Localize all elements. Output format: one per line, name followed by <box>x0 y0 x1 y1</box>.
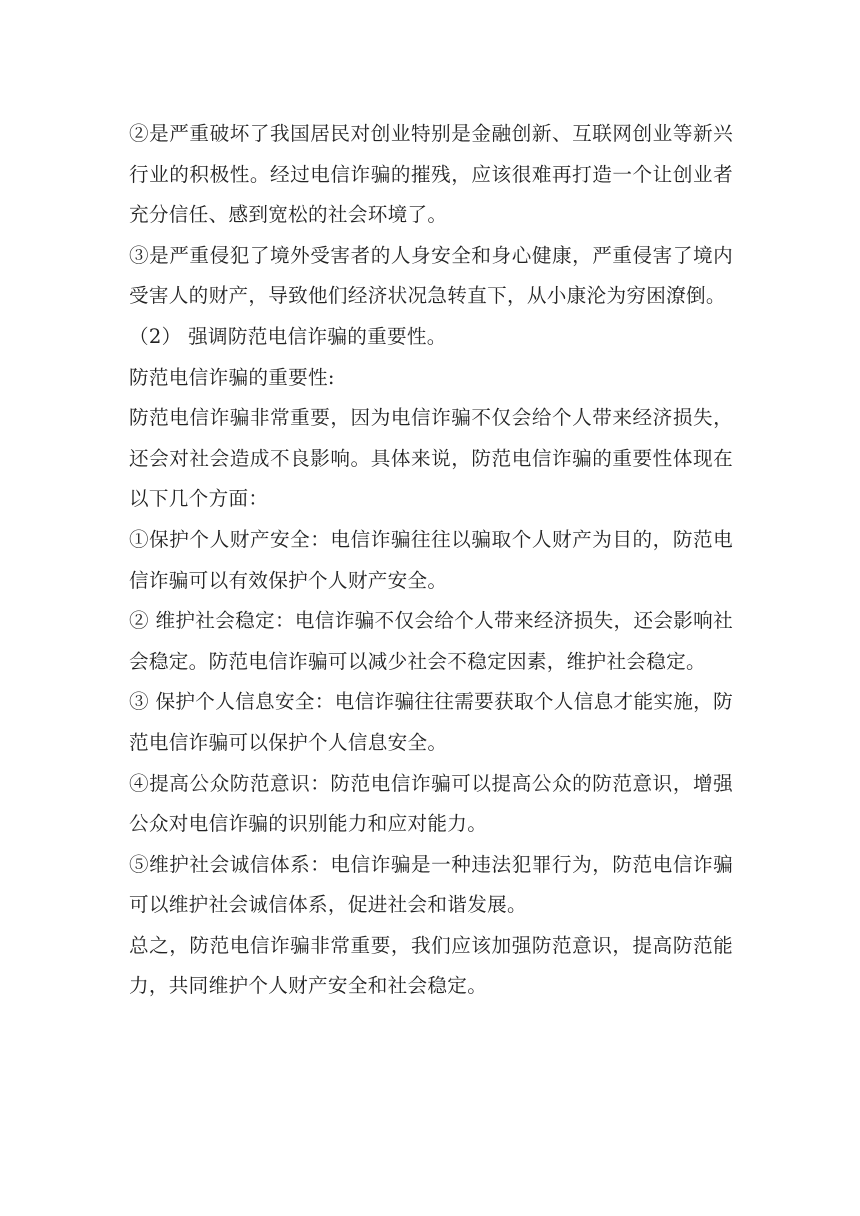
paragraph-harm-2: ②是严重破坏了我国居民对创业特别是金融创新、互联网创业等新兴行业的积极性。经过电信诈骗的摧残，应该很难再打造一个让创业者充分信任、感到宽松的社会环境了。 <box>129 122 733 227</box>
paragraph-harm-3: ③是严重侵犯了境外受害者的人身安全和身心健康，严重侵害了境内受害人的财产，导致他们经济状况急转直下，从小康沦为穷困潦倒。 <box>129 243 733 308</box>
paragraph-importance-intro: 防范电信诈骗非常重要，因为电信诈骗不仅会给个人带来经济损失，还会对社会造成不良影响。具体来说，防范电信诈骗的重要性体现在以下几个方面： <box>129 406 733 511</box>
paragraph-point-2: ② 维护社会稳定：电信诈骗不仅会给个人带来经济损失，还会影响社会稳定。防范电信诈骗可以减少社会不稳定因素，维护社会稳定。 <box>129 609 733 673</box>
paragraph-point-4: ④提高公众防范意识：防范电信诈骗可以提高公众的防范意识，增强公众对电信诈骗的识别能力和应对能力。 <box>129 771 733 836</box>
paragraph-point-1: ①保护个人财产安全：电信诈骗往往以骗取个人财产为目的，防范电信诈骗可以有效保护个人财产安全。 <box>129 527 733 592</box>
section-heading-2: （2） 强调防范电信诈骗的重要性。 <box>129 324 447 348</box>
paragraph-importance-title: 防范电信诈骗的重要性: <box>129 365 335 389</box>
paragraph-conclusion: 总之，防范电信诈骗非常重要，我们应该加强防范意识，提高防范能力，共同维护个人财产安全和社会稳定。 <box>129 933 733 998</box>
paragraph-point-3: ③ 保护个人信息安全：电信诈骗往往需要获取个人信息才能实施，防范电信诈骗可以保护个人信息安全。 <box>129 690 733 754</box>
document-body <box>129 114 733 1007</box>
paragraph-point-5: ⑤维护社会诚信体系：电信诈骗是一种违法犯罪行为，防范电信诈骗可以维护社会诚信体系，促进社会和谐发展。 <box>129 852 733 917</box>
